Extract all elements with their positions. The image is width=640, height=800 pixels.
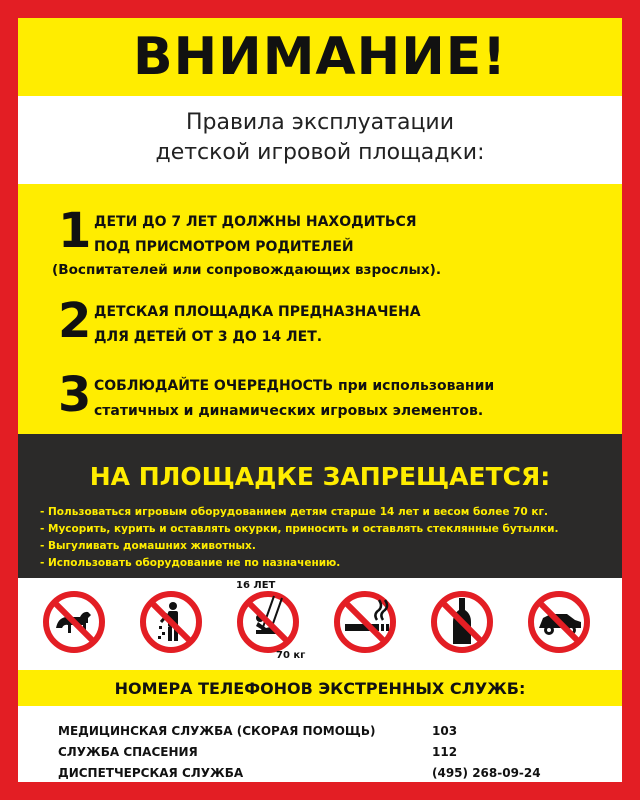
service-number: (495) 268-09-24 <box>432 766 541 780</box>
no-smoking-icon <box>333 590 397 654</box>
service-name: МЕДИЦИНСКАЯ СЛУЖБА (СКОРАЯ ПОМОЩЬ) <box>58 724 376 738</box>
no-alcohol-icon <box>430 590 494 654</box>
weight-label: 70 кг <box>276 650 306 661</box>
prohibition-icons-row <box>18 578 622 670</box>
service-name: ДИСПЕТЧЕРСКАЯ СЛУЖБА <box>58 766 244 780</box>
service-number: 112 <box>432 745 458 759</box>
service-number: 103 <box>432 724 458 738</box>
no-littering-icon <box>139 590 203 654</box>
forbidden-section <box>18 434 622 578</box>
rule-number: 2 <box>58 293 92 349</box>
sign-title: ВНИМАНИЕ! <box>133 27 507 87</box>
forbidden-item: - Использовать оборудование не по назначению. <box>40 557 341 569</box>
rules-section <box>18 184 622 434</box>
forbidden-item: - Мусорить, курить и оставлять окурки, приносить и оставлять стеклянные бутылки. <box>40 523 559 535</box>
sign-panel <box>18 18 622 782</box>
rule-text <box>94 300 421 350</box>
rule-line: ДЕТИ ДО 7 ЛЕТ ДОЛЖНЫ НАХОДИТЬСЯ <box>94 214 417 230</box>
subtitle <box>18 96 622 184</box>
forbidden-list <box>40 504 620 572</box>
no-dogs-icon <box>42 590 106 654</box>
subtitle-line-2: детской игровой площадки: <box>155 140 485 165</box>
subtitle-line-1: Правила эксплуатации <box>185 110 455 135</box>
rule-3 <box>58 367 618 426</box>
emergency-phones-section <box>18 670 622 782</box>
rule-line: ПОД ПРИСМОТРОМ РОДИТЕЛЕЙ <box>94 239 354 255</box>
forbidden-item: - Пользоваться игровым оборудованием детям старше 14 лет и весом более 70 кг. <box>40 506 548 518</box>
rule-number: 3 <box>58 367 92 423</box>
header-band <box>18 18 622 96</box>
no-cars-icon <box>527 590 591 654</box>
no-age-weight-icon <box>236 590 300 654</box>
phones-title: НОМЕРА ТЕЛЕФОНОВ ЭКСТРЕННЫХ СЛУЖБ: <box>18 670 622 706</box>
rule-text <box>94 374 494 424</box>
rule-number: 1 <box>58 203 92 259</box>
rule-line: статичных и динамических игровых элементов. <box>94 403 484 419</box>
rule-note: (Воспитателей или сопровождающих взрослых). <box>52 262 441 278</box>
forbidden-item: - Выгуливать домашних животных. <box>40 540 256 552</box>
rule-line: СОБЛЮДАЙТЕ ОЧЕРЕДНОСТЬ при использовании <box>94 378 495 394</box>
rule-1 <box>52 203 618 286</box>
forbidden-title: НА ПЛОЩАДКЕ ЗАПРЕЩАЕТСЯ: <box>89 462 551 491</box>
age-label: 16 ЛЕТ <box>236 580 276 591</box>
rule-line: ДЛЯ ДЕТЕЙ ОТ 3 ДО 14 ЛЕТ. <box>94 329 323 345</box>
rule-text <box>94 210 417 260</box>
rule-2 <box>58 293 618 352</box>
rule-line: ДЕТСКАЯ ПЛОЩАДКА ПРЕДНАЗНАЧЕНА <box>94 304 421 320</box>
service-name: СЛУЖБА СПАСЕНИЯ <box>58 745 198 759</box>
